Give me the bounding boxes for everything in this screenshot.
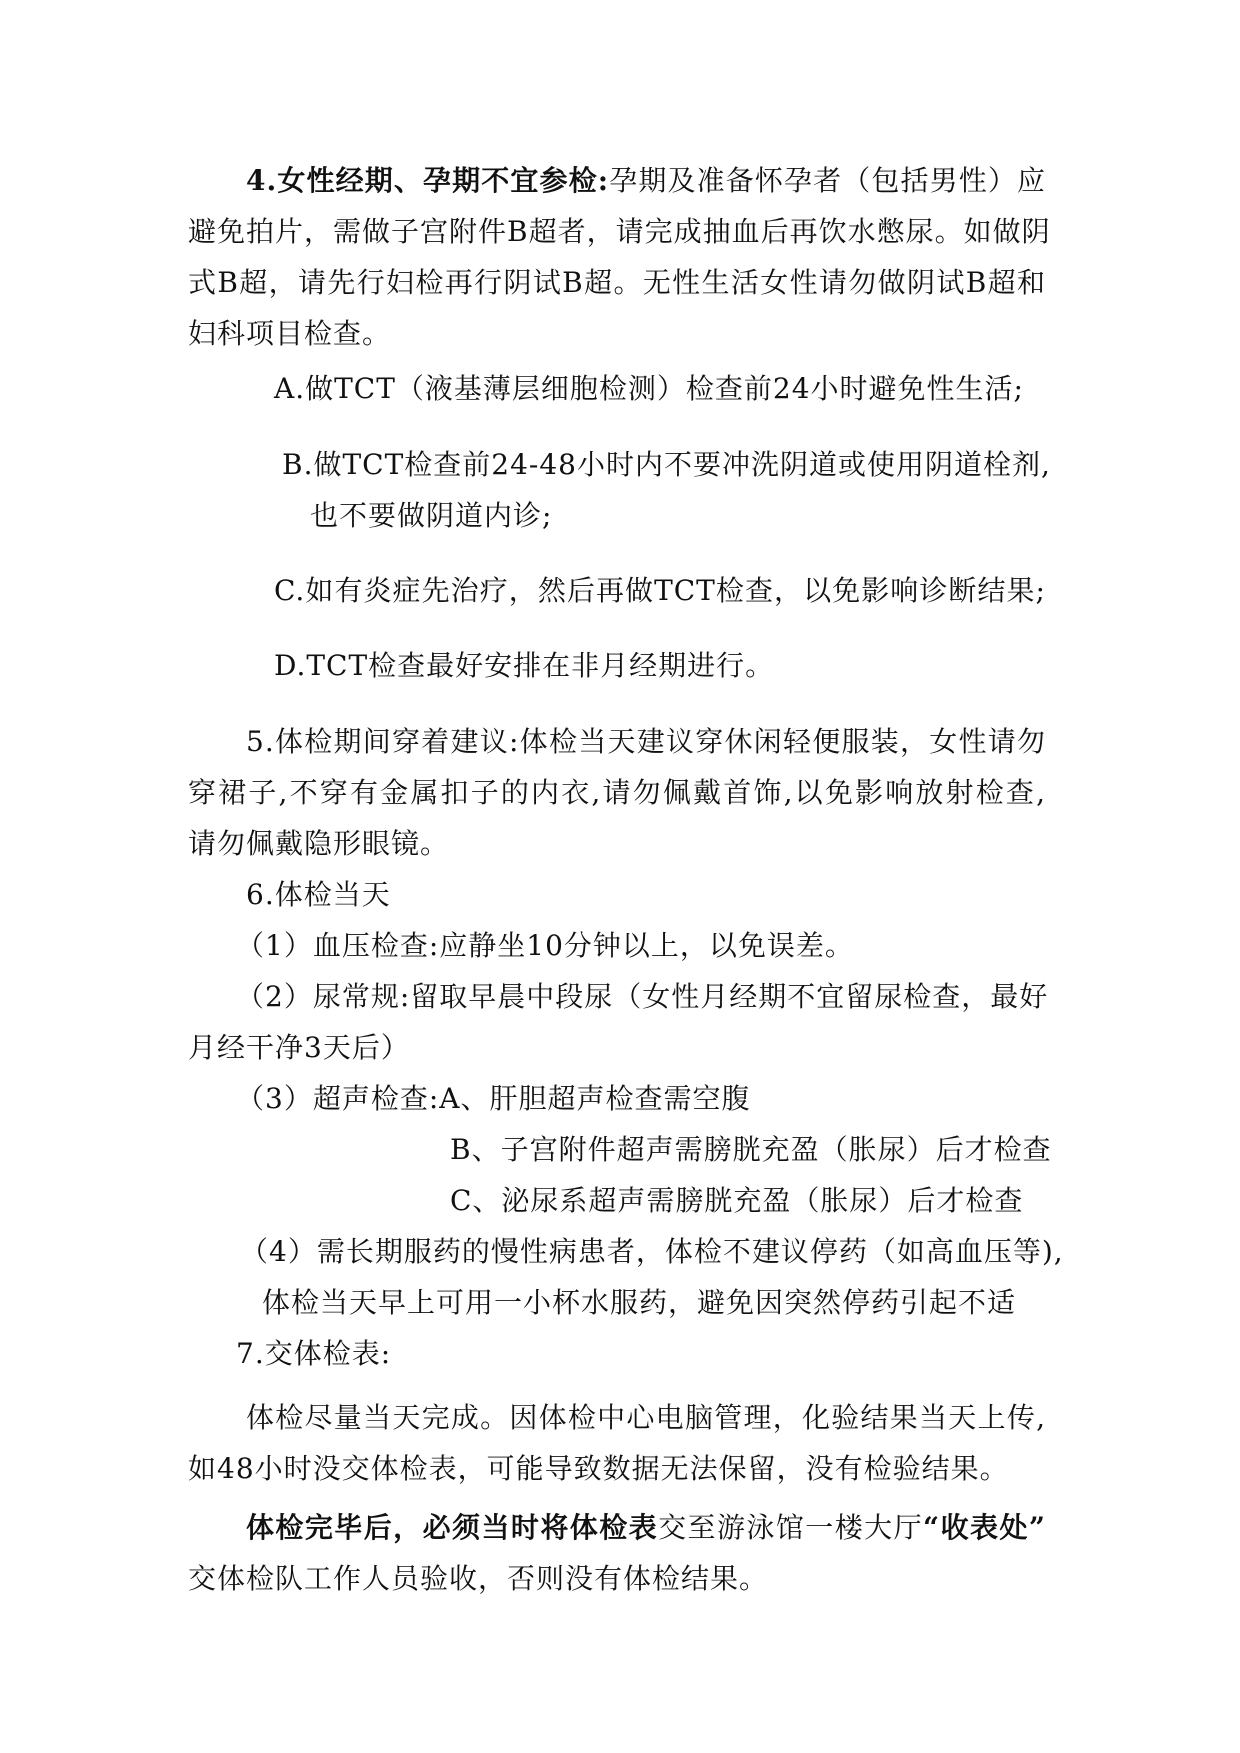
s6-item-2-line-2: 月经干净3天后） (188, 1031, 410, 1064)
s7-line-3-text: 交至游泳馆一楼大厅 (658, 1511, 924, 1544)
s7-line-2: 如48小时没交体检表，可能导致数据无法保留，没有检验结果。 (188, 1452, 1009, 1485)
s7-bold-text-1: 体检完毕后，必须当时将体检表 (246, 1511, 659, 1544)
s7-bold-text-2: “收表处” (923, 1511, 1046, 1544)
s6-item-4-line-2: 体检当天早上可用一小杯水服药，避免因突然停药引起不适 (262, 1286, 1017, 1319)
s4-line-4: 妇科项目检查。 (188, 317, 392, 350)
s6-item-1: （1）血压检查:应静坐10分钟以上，以免误差。 (236, 929, 854, 962)
s5-line-3: 请勿佩戴隐形眼镜。 (188, 827, 450, 860)
s6-item-3-line-1: （3）超声检查:A、肝胆超声检查需空腹 (236, 1082, 751, 1115)
s7-title: 7.交体检表: (236, 1337, 392, 1370)
s6-title: 6.体检当天 (246, 878, 391, 911)
s4-heading: 4.女性经期、孕期不宜参检: (246, 164, 610, 197)
s7-line-1: 体检尽量当天完成。因体检中心电脑管理，化验结果当天上传, (246, 1401, 1046, 1434)
s4-item-b-line-1: B.做TCT检查前24-48小时内不要冲洗阴道或使用阴道栓剂, (282, 448, 1051, 481)
s7-line-4: 交体检队工作人员验收，否则没有体检结果。 (188, 1562, 769, 1595)
s4-line-1-text: 孕期及准备怀孕者（包括男性）应 (609, 164, 1046, 197)
s4-item-c: C.如有炎症先治疗，然后再做TCT检查，以免影响诊断结果; (274, 574, 1046, 607)
s4-item-d: D.TCT检查最好安排在非月经期进行。 (274, 649, 775, 682)
s4-line-3: 式B超，请先行妇检再行阴试B超。无性生活女性请勿做阴试B超和 (188, 266, 1046, 299)
s6-item-3-line-3: C、泌尿系超声需膀胱充盈（胀尿）后才检查 (450, 1184, 1024, 1217)
s4-item-b-line-2: 也不要做阴道内诊; (310, 499, 553, 532)
s4-item-a: A.做TCT（液基薄层细胞检测）检查前24小时避免性生活; (274, 372, 1024, 405)
s6-item-2-line-1: （2）尿常规:留取早晨中段尿（女性月经期不宜留尿检查，最好 (236, 980, 1049, 1013)
s5-line-2: 穿裙子,不穿有金属扣子的内衣,请勿佩戴首饰,以免影响放射检查, (188, 776, 1046, 809)
s6-item-4-line-1: （4）需长期服药的慢性病患者，体检不建议停药（如高血压等), (240, 1235, 1064, 1268)
s7-line-3 (246, 1508, 1046, 1548)
s4-line-1 (246, 161, 1046, 201)
s4-line-2: 避免拍片，需做子宫附件B超者，请完成抽血后再饮水憋尿。如做阴 (188, 215, 1051, 248)
s5-line-1: 5.体检期间穿着建议:体检当天建议穿休闲轻便服装，女性请勿 (246, 725, 1046, 758)
s6-item-3-line-2: B、子宫附件超声需膀胱充盈（胀尿）后才检查 (450, 1133, 1052, 1166)
